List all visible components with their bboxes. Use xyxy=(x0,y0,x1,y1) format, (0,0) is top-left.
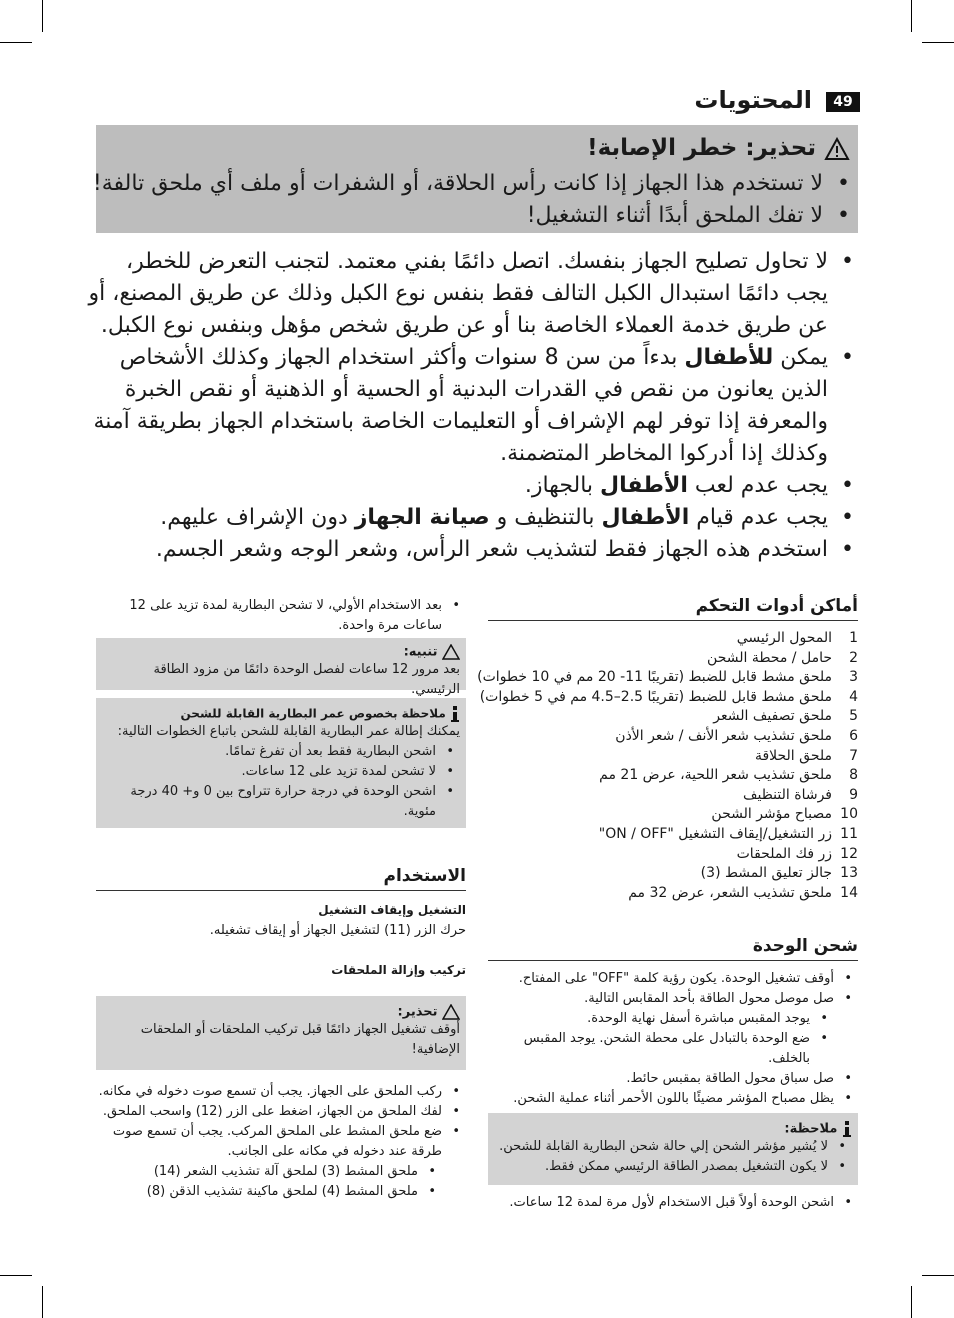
parts-list xyxy=(477,629,858,903)
list-item: • ملحق المشط (3) لملحق آلة تشذيب الشعر (14) xyxy=(96,1162,442,1182)
list-item: • اشحن الوحدة في درجة حرارة تتراوح بين 0 و+ 40 درجة مئوية. xyxy=(102,782,460,822)
list-item: • لا يُشير مؤشر الشحن إلي حالة شحن البطارية القابلة للشحن. xyxy=(494,1137,852,1157)
subsection-title: تركيب وإزالة الملحقات xyxy=(331,963,466,977)
part-label: زر فك الملحقات xyxy=(736,845,832,862)
part-label: مصباح مؤشر الشحن xyxy=(711,806,832,823)
list-item-text: لا تحاول تصليح الجهاز بنفسك. اتصل دائمًا بفني معتمد. لتجنب التعرض للخطر، يجب دائمًا استبدال الكبل التالف فقط بنفس نوع الكبل وذلك عن طريق المصنع، أو عن طريق خدمة العملاء الخاصة بنا أو عن طريق شخص مؤهل وبنفس نوع الكبل. xyxy=(88,249,828,338)
warning-box xyxy=(92,125,858,233)
list-item-text: دون الإشراف عليهم. xyxy=(160,505,355,530)
part-number: 14 xyxy=(840,884,858,901)
crop-mark xyxy=(42,0,43,32)
part-label: ملحق مشط قابل للضبط (تقريبًا 2.5–4.5 مم في 5 خطوات) xyxy=(479,688,832,705)
notice-title-row xyxy=(102,644,460,660)
part-item xyxy=(477,668,858,688)
part-label: المحول الرئيسي xyxy=(736,630,832,646)
section-divider xyxy=(96,890,466,891)
list-item-text: يجب عدم لعب xyxy=(687,473,828,498)
attach-warning-title-row xyxy=(102,1004,460,1020)
info-icon xyxy=(842,1121,852,1137)
list-item xyxy=(88,534,858,566)
charging-list xyxy=(488,969,858,1009)
list-item: • ضع ملحق المشط على الملحق المركب. يجب أن تسمع صوت طرقة عند دخوله في مكانه على الجانب. xyxy=(96,1122,466,1162)
notice-title: تنبيه: xyxy=(403,644,438,660)
controls-section xyxy=(477,596,858,903)
list-item: • ملحق المشط (4) لملحق ماكينة تشذيب الذقن (8) xyxy=(96,1182,442,1202)
notice-text: بعد مرور 12 ساعات لفصل الوحدة دائمًا من مزود الطاقة الرئيسي. xyxy=(153,662,460,697)
part-number: 1 xyxy=(849,630,858,646)
warning-line: •لا تستخدم هذا الجهاز إذا كانت رأس الحلاقة، أو الشفرات أو ملف أي ملحق تالفة! xyxy=(92,171,850,196)
continued-list xyxy=(96,596,466,636)
note-title-row xyxy=(494,1121,852,1137)
list-item: • ضع الوحدة بالتبادل على محطة الشحن. يوجد المقبس بالخلف. xyxy=(488,1029,834,1069)
list-item xyxy=(88,502,858,534)
list-item: • صل سباق محول الطاقة بمقبس حائط. xyxy=(488,1069,858,1089)
list-item xyxy=(88,246,858,342)
list-item-text: يجب عدم قيام xyxy=(689,505,828,530)
list-item: • اشحن البطارية فقط بعد أن تفرغ تمامًا. xyxy=(102,742,460,762)
list-item: • لا تشحن لمدة تزيد على 12 ساعات. xyxy=(102,762,460,782)
part-item xyxy=(488,649,858,669)
part-item xyxy=(488,825,858,845)
part-item xyxy=(488,845,858,865)
part-number: 13 xyxy=(840,865,858,882)
onoff-text: حرك الزر (11) لتشغيل الجهاز أو إيقاف تشغيله. xyxy=(209,923,466,938)
page-number: 49 xyxy=(826,92,860,112)
part-number: 2 xyxy=(849,649,858,666)
list-item-bold: للأطفال xyxy=(684,345,774,370)
usage-section xyxy=(96,866,466,977)
list-item: • أوقف تشغيل الوحدة. يكون رؤية كلمة "OFF" على المفتاح. xyxy=(488,969,858,989)
battery-note-title-row xyxy=(102,706,460,722)
crop-mark xyxy=(42,1286,43,1318)
charging-note-box xyxy=(488,1113,858,1185)
crop-mark xyxy=(922,1275,954,1276)
part-item xyxy=(488,747,858,767)
safety-list xyxy=(88,246,858,566)
part-label: ملحق تصفيف الشعر xyxy=(713,708,832,725)
list-item: • لا يكون التشغيل بمصدر الطاقة الرئيسي ممكن فقط. xyxy=(494,1157,852,1177)
attach-list xyxy=(96,1082,466,1162)
battery-note-list xyxy=(102,742,460,822)
crop-mark xyxy=(911,1286,912,1318)
part-label: حامل / محطة الشحن xyxy=(707,649,832,666)
crop-mark xyxy=(911,0,912,32)
list-item-bold: الأطفال xyxy=(601,505,690,530)
attach-instructions xyxy=(96,1082,466,1202)
part-number: 6 xyxy=(849,727,858,744)
part-label: ملحق تشذيب الشعر، عرض 32 مم xyxy=(628,884,832,901)
list-item-text: يمكن xyxy=(773,345,828,370)
part-number: 12 xyxy=(840,845,858,862)
note-title: ملاحظة: xyxy=(784,1121,838,1137)
section-divider xyxy=(488,960,858,961)
part-item xyxy=(488,805,858,825)
list-item: • يوجد المقبس مباشرة أسفل نهاية الوحدة. xyxy=(488,1009,834,1029)
list-item: • لفك الملحق من الجهاز، اضغط على الزر (12) واسحب الملحق. xyxy=(96,1102,466,1122)
warning-title-row xyxy=(587,135,850,161)
battery-note-intro: يمكنك إطالة عمر البطارية القابلة للشحن باتباع الخطوات التالية: xyxy=(117,724,460,739)
warning-triangle-icon xyxy=(824,137,850,161)
list-item: • صل موصل محول الطاقة بأحد المقابس التالية. xyxy=(488,989,858,1009)
warning-triangle-icon xyxy=(442,644,460,660)
crop-mark xyxy=(0,1275,32,1276)
list-item-text: استخدم هذه الجهاز فقط لتشذيب شعر الرأس، وشعر الوجه وشعر الجسم. xyxy=(155,537,828,562)
list-item xyxy=(88,342,858,470)
section-title: الاستخدام xyxy=(383,866,466,886)
subsection-title: التشغيل وإيقاف التشغيل xyxy=(318,903,466,917)
warning-line-text: لا تستخدم هذا الجهاز إذا كانت رأس الحلاقة، أو الشفرات أو ملف أي ملحق تالفة! xyxy=(92,171,824,196)
part-number: 5 xyxy=(849,708,858,725)
warning-line-text: لا تفك الملحق أبدًا أثناء التشغيل! xyxy=(526,203,824,228)
part-item xyxy=(488,864,858,884)
info-icon xyxy=(450,706,460,722)
part-number: 4 xyxy=(849,688,858,705)
charging-list-2 xyxy=(488,1069,858,1109)
part-number: 10 xyxy=(840,806,858,823)
part-item xyxy=(488,629,858,649)
charging-continued xyxy=(96,596,466,636)
part-item xyxy=(488,727,858,747)
section-title: أماكن أدوات التحكم xyxy=(695,596,858,616)
note-list xyxy=(494,1137,852,1177)
part-number: 9 xyxy=(849,786,858,803)
part-label: جالز تعليق المشط (3) xyxy=(700,865,832,882)
charging-final xyxy=(488,1193,858,1213)
attach-warning-title: تحذير: xyxy=(397,1004,438,1020)
list-item: • يظل مصباح المؤشر مضيئًا باللون الأحمر أثناء عملية الشحن. xyxy=(488,1089,858,1109)
charging-sub-list xyxy=(488,1009,858,1069)
part-label: زر التشغيل/إيقاف التشغيل "ON / OFF" xyxy=(598,825,832,842)
list-item-text: بدءاً من سن 8 سنوات وأكثر استخدام الجهاز وكذلك الأشخاص الذين يعانون من نقص في القدرات البدنية أو الحسية أو الذهنية أو نقص الخبرة والمعرفة إذا توفر لهم الإشراف أو التعليمات الخاصة باستخدام الجهاز بطريقة آمنة وكذلك إذا أدركوا المخاطر المتضمنة. xyxy=(93,345,828,466)
page-title: المحتويات xyxy=(694,86,812,114)
part-item xyxy=(488,707,858,727)
list-item: • ركب الملحق على الجهاز. يجب أن تسمع صوت دخوله في مكانه. xyxy=(96,1082,466,1102)
list-item-bold: الأطفال xyxy=(600,473,688,498)
warning-title: تحذير: خطر الإصابة! xyxy=(587,135,816,161)
part-item xyxy=(479,688,858,708)
list-item: • اشحن الوحدة أولاً قبل الاستخدام لأول مرة لمدة 12 ساعات. xyxy=(488,1193,858,1213)
list-item xyxy=(88,470,858,502)
page-header xyxy=(694,86,860,118)
part-label: فرشاة التنظيف xyxy=(742,786,832,803)
part-number: 3 xyxy=(849,669,858,686)
battery-note-box xyxy=(96,698,466,828)
list-item-bold: صيانة الجهاز xyxy=(354,505,490,530)
section-divider xyxy=(488,620,858,621)
part-label: ملحق تشذيب شعر اللحية، عرض 21 مم xyxy=(599,767,832,784)
list-item-text: بالجهاز. xyxy=(524,473,601,498)
part-item xyxy=(488,884,858,904)
attach-warning-text: أوقف تشغيل الجهاز دائمًا قبل تركيب الملحقات أو الملحقات الإضافية! xyxy=(140,1022,460,1057)
part-number: 7 xyxy=(849,747,858,764)
attach-warning-box xyxy=(96,996,466,1070)
charging-section xyxy=(488,936,858,1109)
part-label: ملحق تشذيب شعر الأنف / شعر الأذن xyxy=(615,727,832,744)
part-number: 11 xyxy=(840,825,858,842)
charging-final-list xyxy=(488,1193,858,1213)
notice-box xyxy=(96,638,466,697)
warning-line: •لا تفك الملحق أبدًا أثناء التشغيل! xyxy=(526,203,850,228)
crop-mark xyxy=(0,42,32,43)
part-label: ملحق الحلاقة xyxy=(754,747,832,764)
part-number: 8 xyxy=(849,767,858,784)
part-label: ملحق مشط قابل للضبط (تقريبًا 11- 20 مم في 10 خطوات) xyxy=(477,669,832,686)
battery-note-title: ملاحظة بخصوص عمر البطارية القابلة للشحن xyxy=(180,706,446,721)
list-item-text: بالتنظيف و xyxy=(489,505,602,530)
list-item: • بعد الاستخدام الأولي، لا تشحن البطارية لمدة تزيد على 12 ساعات مرة واحدة. xyxy=(96,596,466,636)
warning-triangle-icon xyxy=(442,1004,460,1020)
part-item xyxy=(488,766,858,786)
crop-mark xyxy=(922,42,954,43)
section-title: شحن الوحدة xyxy=(752,936,858,956)
part-item xyxy=(488,786,858,806)
attach-sub-list xyxy=(96,1162,466,1202)
